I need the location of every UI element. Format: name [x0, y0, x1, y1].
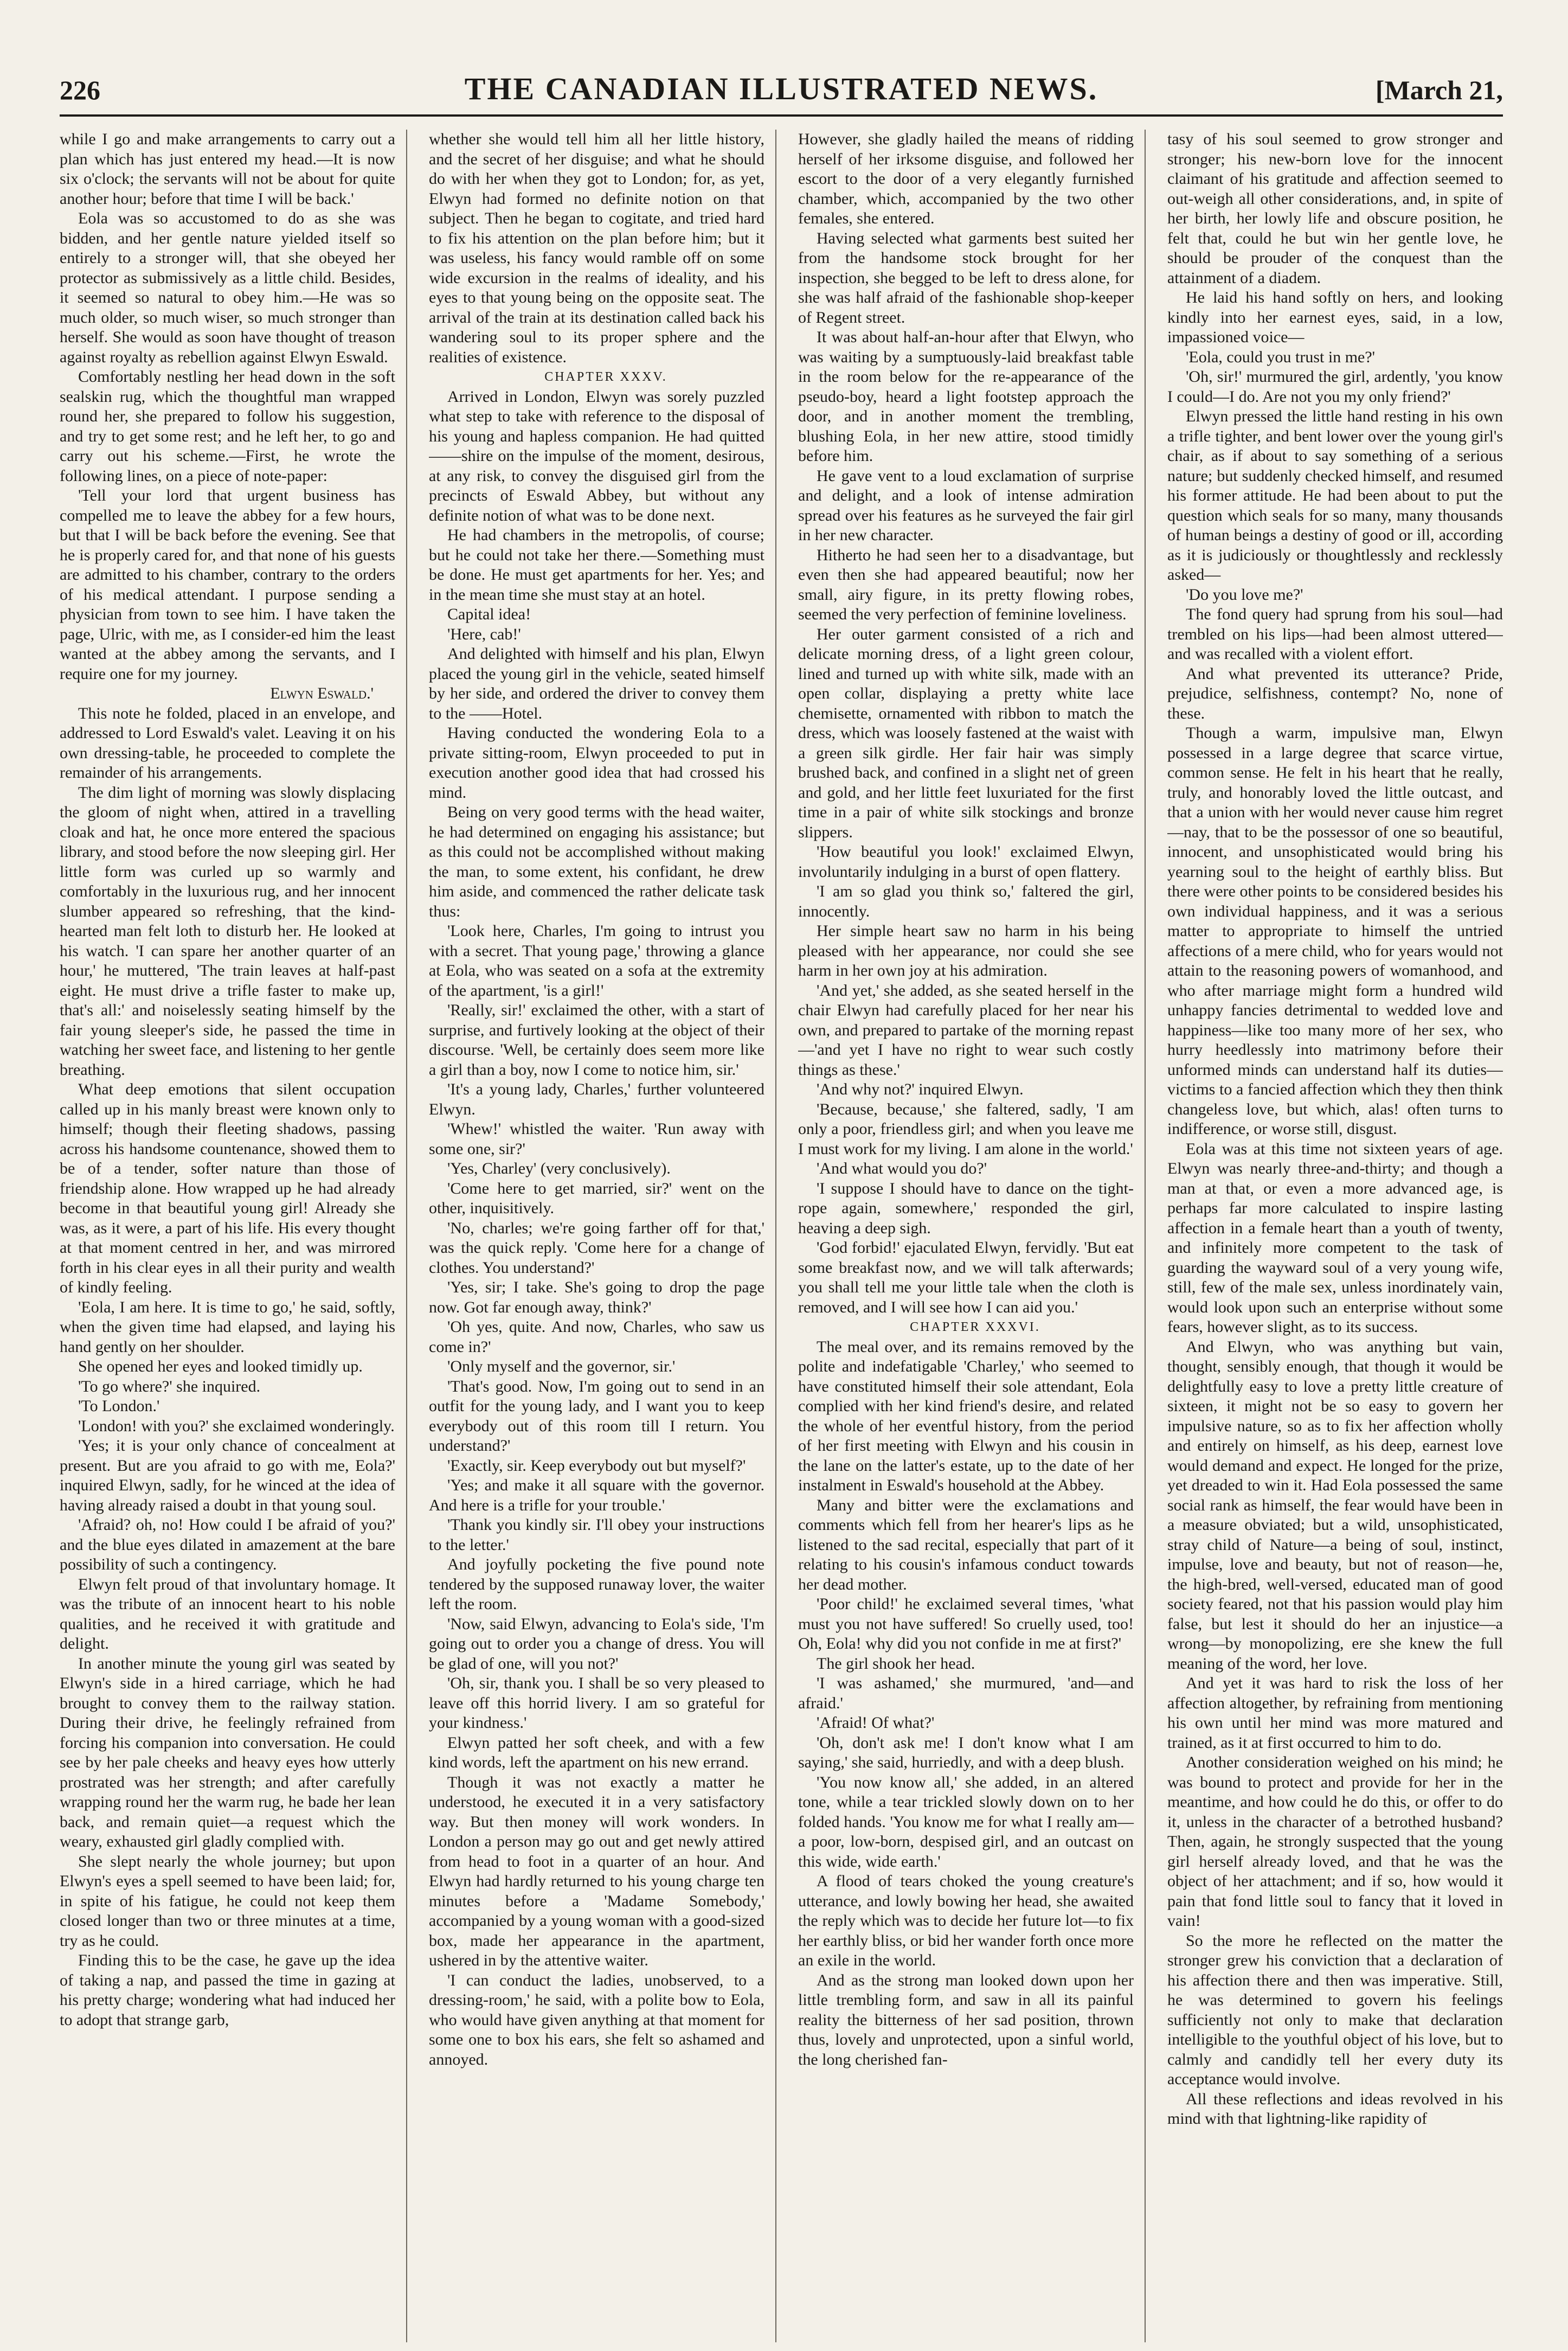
paragraph: Having selected what garments best suited her from the handsome stock brought for her inspection, she begged to be left to dress alone, for she was half afraid of the fashionable shop-keeper of Regent street.: [798, 229, 1134, 326]
paragraph: Arrived in London, Elwyn was sorely puzzled what step to take with reference to the disposal of his young and hapless companion. He had quitted ——shire on the impulse of the moment, desirous, at any risk, to convey the disguised girl from the precincts of Eswald Abbey, but without any definite notion of what was to be done next.: [429, 387, 764, 524]
paragraph: 'I was ashamed,' she murmured, 'and—and afraid.': [798, 1674, 1134, 1712]
paragraph: Finding this to be the case, he gave up the idea of taking a nap, and passed the time in gazing at his pretty charge; wondering what had induced her to adopt that strange garb,: [60, 1951, 395, 2029]
paragraph: while I go and make arrangements to carry out a plan which has just entered my head.—It is now six o'clock; the servants will not be about for quite another hour; before that time I will be back.': [60, 130, 395, 208]
paragraph: Having conducted the wondering Eola to a private sitting-room, Elwyn proceeded to put in execution another good idea that had crossed his mind.: [429, 724, 764, 802]
paragraph: 'And why not?' inquired Elwyn.: [817, 1080, 1024, 1098]
paragraph: Another consideration weighed on his mind; he was bound to protect and provide for her in the meantime, and how could he do this, or offer to do it, unless in the character of a betrothed husband? Then, again, he strongly suspected that the young girl herself already loved, and that he was the object of her attachment; and if so, how would it pain that fond little soul to fancy that it loved in vain!: [1167, 1753, 1503, 1930]
paragraph: 'Oh yes, quite. And now, Charles, who saw us come in?': [429, 1318, 764, 1356]
paragraph: He gave vent to a loud exclamation of surprise and delight, and a look of intense admiration spread over his features as he surveyed the fair girl in her new character.: [798, 466, 1134, 544]
column-4: [1167, 130, 1503, 2342]
paragraph: All these reflections and ideas revolved in his mind with that lightning-like rapidity of: [1167, 2090, 1503, 2128]
paragraph: In another minute the young girl was seated by Elwyn's side in a hired carriage, which he had brought to convey them to the railway station. During their drive, he feelingly refrained from forcing his companion into conversation. He could see by her pale cheeks and heavy eyes how utterly prostrated was her strength; and after carefully wrapping round her the warm rug, he bade her lean back, and remain quiet—a request which the weary, exhausted girl gladly complied with.: [60, 1654, 395, 1850]
paragraph: 'Eola, could you trust in me?': [1186, 348, 1376, 366]
paragraph: And as the strong man looked down upon her little trembling form, and saw in all its painful reality the bitterness of her sad position, thrown thus, lovely and unprotected, upon a sinful world, the long cherished fan-: [798, 1971, 1134, 2068]
paragraph: 'I suppose I should have to dance on the tight-rope again, somewhere,' responded the girl, heaving a deep sigh.: [798, 1179, 1134, 1237]
paragraph: The meal over, and its remains removed by the polite and indefatigable 'Charley,' who seemed to have constituted himself their sole attendant, Eola complied with her kind friend's desire, and related the whole of her eventful history, from the period of her first meeting with Elwyn and his cousin in the lane on the latter's estate, up to the date of her instalment in Eswald's household at the Abbey.: [798, 1337, 1134, 1494]
paragraph: 'I am so glad you think so,' faltered the girl, innocently.: [798, 882, 1134, 920]
paragraph: 'Thank you kindly sir. I'll obey your instructions to the letter.': [429, 1516, 764, 1554]
paragraph: And Elwyn, who was anything but vain, thought, sensibly enough, that though it would be delightfully easy to love a pretty little creature of sixteen, it might not be so easy to govern her impulsive nature, so as to fix her affection wholly and entirely on himself, as his deep, earnest love would demand and expect. He longed for the prize, yet dreaded to win it. Had Eola possessed the same social rank as himself, the fear would have been in a measure obviated; but a wild, unsophisticated, stray child of Nature—a being of soul, instinct, impulse, love and beauty, but not of reason—he, the high-bred, well-versed, educated man of good society feared, not that his passion would play him false, but lest it should do her an injustice—a wrong—by monopolizing, ere she knew the full meaning of the word, her love.: [1167, 1337, 1503, 1673]
issue-date: [March 21,: [1375, 75, 1503, 105]
paragraph: Many and bitter were the exclamations and comments which fell from her hearer's lips as he listened to the sad recital, especially that part of it relating to his cousin's infamous conduct towards her dead mother.: [798, 1496, 1134, 1593]
paragraph: 'Afraid? oh, no! How could I be afraid of you?' and the blue eyes dilated in amazement at the bare possibility of such a contingency.: [60, 1516, 395, 1573]
paragraph: 'Whew!' whistled the waiter. 'Run away with some one, sir?': [429, 1120, 764, 1158]
paragraph: 'To go where?' she inquired.: [78, 1377, 261, 1395]
paragraph: 'Oh, sir, thank you. I shall be so very pleased to leave off this horrid livery. I am so grateful for your kindness.': [429, 1674, 764, 1732]
paragraph: And joyfully pocketing the five pound note tendered by the supposed runaway lover, the waiter left the room.: [429, 1555, 764, 1613]
column-3: [798, 130, 1146, 2342]
paragraph: 'Eola, I am here. It is time to go,' he said, softly, when the given time had elapsed, and laying his hand gently on her shoulder.: [60, 1298, 395, 1356]
letter-signature: Elwyn Eswald.': [270, 684, 374, 702]
paragraph: 'How beautiful you look!' exclaimed Elwyn, involuntarily indulging in a burst of open flattery.: [798, 843, 1134, 881]
paragraph: What deep emotions that silent occupation called up in his manly breast were known only to himself; though their fleeting shadows, passing across his handsome countenance, showed them to be of a tender, softer nature than those of friendship alone. How wrapped up he had already become in that beautiful young girl! Already she was, as it were, a part of his life. His every thought at that moment centred in her, and was mirrored forth in his clear eyes in all their purity and wealth of kindly feeling.: [60, 1080, 395, 1296]
paragraph: 'And what would you do?': [817, 1160, 987, 1177]
column-2: [429, 130, 776, 2342]
paragraph: 'Poor child!' he exclaimed several times, 'what must you not have suffered! So cruelly used, too! Oh, Eola! why did you not confide in me at first?': [798, 1595, 1134, 1652]
paragraph: The girl shook her head.: [817, 1654, 975, 1673]
paragraph: The fond query had sprung from his soul—had trembled on his lips—had been almost uttered—and was recalled with a violent effort.: [1167, 605, 1503, 663]
paragraph: 'Afraid! Of what?': [817, 1714, 935, 1732]
paragraph: 'It's a young lady, Charles,' further volunteered Elwyn.: [429, 1080, 764, 1118]
paragraph: He laid his hand softly on hers, and looking kindly into her earnest eyes, said, in a low, impassioned voice—: [1167, 289, 1503, 346]
page-number: 226: [60, 75, 100, 105]
paragraph: whether she would tell him all her little history, and the secret of her disguise; and what he should do with her when they got to London; for, as yet, Elwyn had formed no definite notion on that subject. Then he began to cogitate, and tried hard to fix his attention on the plan before him; but it was useless, his fancy would ramble off on some wide excursion in the realms of ideality, and his eyes to that young being on the opposite seat. The arrival of the train at its destination called back his wandering soul to its proper sphere and the realities of existence.: [429, 130, 764, 366]
paragraph: 'Look here, Charles, I'm going to intrust you with a secret. That young page,' throwing a glance at Eola, who was seated on a sofa at the extremity of the apartment, 'is a girl!': [429, 922, 764, 1000]
paragraph: 'Tell your lord that urgent business has compelled me to leave the abbey for a few hours, but that I will be back before the evening. See that he is properly cared for, and that none of his guests are admitted to his chamber, contrary to the orders of his medical attendant. I purpose sending a physician from town to see him. I have taken the page, Ulric, with me, as I consider-ed him the least wanted at the abbey among the servants, and I require one for my journey.: [60, 486, 395, 683]
paragraph: Hitherto he had seen her to a disadvantage, but even then she had appeared beautiful; now her small, airy figure, in its pretty flowing robes, seemed the very perfection of feminine loveliness.: [798, 546, 1134, 623]
paragraph: 'Oh, sir!' murmured the girl, ardently, 'you know I could—I do. Are not you my only friend?': [1167, 368, 1503, 406]
paragraph: 'Come here to get married, sir?' went on the other, inquisitively.: [429, 1179, 764, 1217]
chapter-heading: CHAPTER XXXV.: [544, 370, 667, 384]
paragraph: This note he folded, placed in an envelope, and addressed to Lord Eswald's valet. Leaving it on his own dressing-table, he proceeded to complete the remainder of his arrangements.: [60, 704, 395, 781]
paragraph: And delighted with himself and his plan, Elwyn placed the young girl in the vehicle, seated himself by her side, and ordered the driver to convey them to the ——Hotel.: [429, 645, 764, 722]
paragraph: 'London! with you?' she exclaimed wonderingly.: [78, 1417, 395, 1435]
column-1: [60, 130, 407, 2342]
paragraph: Though a warm, impulsive man, Elwyn possessed in a large degree that scarce virtue, common sense. He felt in his heart that he really, truly, and honorably loved the little outcast, and that a union with her would never cause him regret—nay, that to be the possessor of one so beautiful, innocent, and unsophisticated would bring his yearning soul to the height of earthly bliss. But there were other points to be considered besides his own individual happiness, and it was a serious matter to appropriate to himself the untried affections of a mere child, who for years would not attain to the reasoning powers of womanhood, and who after marriage might form a hundred wild unhappy fancies detrimental to wedded love and happiness—like too many more of her sex, who hurry heedlessly into matrimony before their unformed minds can understand half its duties—victims to a fancied affection which they then think changeless love, but which, alas! often turns to indifference, or worse still, disgust.: [1167, 724, 1503, 1138]
paragraph: It was about half-an-hour after that Elwyn, who was waiting by a sumptuously-laid breakfast table in the room below for the re-appearance of the pseudo-boy, heard a light footstep approach the door, and in another moment the trembling, blushing Eola, in her new attire, stood timidly before him.: [798, 328, 1134, 465]
paragraph: 'Yes; and make it all square with the governor. And here is a trifle for your trouble.': [429, 1476, 764, 1514]
paragraph: 'Do you love me?': [1186, 585, 1303, 604]
paragraph: Capital idea!: [447, 605, 531, 623]
paragraph: 'That's good. Now, I'm going out to send in an outfit for the young lady, and I want you to keep everybody out of this room till I return. You understand?': [429, 1377, 764, 1455]
paragraph: Though it was not exactly a matter he understood, he executed it in a very satisfactory way. But then money will work wonders. In London a person may go out and get newly attired from head to foot in a quarter of an hour. And Elwyn had hardly returned to his young charge ten minutes before a 'Madame Somebody,' accompanied by a young woman with a good-sized box, made her appearance in the apartment, ushered in by the attentive waiter.: [429, 1773, 764, 1969]
paragraph: 'God forbid!' ejaculated Elwyn, fervidly. 'But eat some breakfast now, and we will talk afterwards; you shall tell me your little tale when the cloth is removed, and I will see how I can aid you.': [798, 1239, 1134, 1316]
paragraph: She opened her eyes and looked timidly up.: [78, 1357, 363, 1375]
paragraph: However, she gladly hailed the means of ridding herself of her irksome disguise, and followed her escort to the door of a very elegantly furnished chamber, which, accompanied by the two other females, she entered.: [798, 130, 1134, 227]
paragraph: 'Here, cab!': [447, 625, 521, 643]
paragraph: And yet it was hard to risk the loss of her affection altogether, by refraining from mentioning his own until her mind was more matured and trained, as it at first occurred to him to do.: [1167, 1674, 1503, 1752]
paragraph: Elwyn pressed the little hand resting in his own a trifle tighter, and bent lower over the young girl's chair, as if about to say something of a serious nature; but suddenly checked himself, and resumed his former attitude. He had been about to put the question which seals for so many, many thousands of human beings a destiny of good or ill, according as it is judiciously or thoughtlessly and recklessly asked—: [1167, 407, 1503, 584]
paragraph: Eola was at this time not sixteen years of age. Elwyn was nearly three-and-thirty; and though a man at that, or even a more advanced age, is perhaps far more calculated to inspire lasting affection in a female heart than a youth of twenty, and infinitely more competent to the task of guarding the wayward soul of a very young wife, still, few of the male sex, unless inordinately vain, would look upon such an enterprise without some fears, however slight, as to its success.: [1167, 1139, 1503, 1336]
paragraph: 'Now, said Elwyn, advancing to Eola's side, 'I'm going out to order you a change of dress. You will be glad of one, will you not?': [429, 1615, 764, 1673]
paragraph: Her simple heart saw no harm in his being pleased with her appearance, nor could she see harm in her own joy at his admiration.: [798, 922, 1134, 979]
paragraph: 'No, charles; we're going farther off for that,' was the quick reply. 'Come here for a change of clothes. You understand?': [429, 1219, 764, 1277]
paragraph: 'You now know all,' she added, in an altered tone, while a tear trickled slowly down on to her folded hands. 'You know me for what I really am—a poor, low-born, despised girl, and an outcast on this wide, wide earth.': [798, 1773, 1134, 1870]
masthead: [60, 71, 1503, 117]
paragraph: 'Really, sir!' exclaimed the other, with a start of surprise, and furtively looking at the object of their discourse. 'Well, be certainly does seem more like a girl than a boy, now I come to notice him, sir.': [429, 1001, 764, 1079]
paragraph: Elwyn felt proud of that involuntary homage. It was the tribute of an innocent heart to his noble qualities, and he received it with gratitude and delight.: [60, 1575, 395, 1652]
paragraph: 'Yes, Charley' (very conclusively).: [447, 1160, 671, 1177]
paragraph: 'Exactly, sir. Keep everybody out but myself?': [447, 1456, 746, 1475]
text-columns: [60, 130, 1503, 2342]
paragraph: 'I can conduct the ladies, unobserved, to a dressing-room,' he said, with a polite bow to Eola, who would have given anything at that moment for some one to box his ears, she felt so ashamed and annoyed.: [429, 1971, 764, 2068]
paragraph: Being on very good terms with the head waiter, he had determined on engaging his assistance; but as this could not be accomplished without making the man, to some extent, his confidant, he drew him aside, and commenced the rather delicate task thus:: [429, 803, 764, 920]
paragraph: Eola was so accustomed to do as she was bidden, and her gentle nature yielded itself so entirely to a stronger will, that she obeyed her protector as submissively as a little child. Besides, it seemed so natural to obey him.—He was so much older, so much wiser, so much stronger than herself. She would as soon have thought of treason against royalty as rebellion against Elwyn Eswald.: [60, 209, 395, 366]
paragraph: 'Only myself and the governor, sir.': [447, 1357, 676, 1375]
paragraph: 'Yes, sir; I take. She's going to drop the page now. Got far enough away, think?': [429, 1278, 764, 1316]
paragraph: She slept nearly the whole journey; but upon Elwyn's eyes a spell seemed to have been laid; for, in spite of his fatigue, he could not keep them closed longer than two or three minutes at a time, try as he could.: [60, 1852, 395, 1950]
paragraph: tasy of his soul seemed to grow stronger and stronger; his new-born love for the innocent claimant of his gratitude and affection seemed to out-weigh all other considerations, and, in spite of her birth, her lowly life and obscure position, he felt that, could he but win her gentle love, he should be prouder of the conquest than the attainment of a diadem.: [1167, 130, 1503, 287]
paragraph: Her outer garment consisted of a rich and delicate morning dress, of a light green colour, lined and turned up with white silk, made with an open collar, displaying a pretty white lace chemisette, ornamented with ribbon to match the dress, which was loosely fastened at the waist with a green silk girdle. Her fair hair was simply brushed back, and confined in a slight net of green and gold, and her little feet luxuriated for the first time in a pair of white silk stockings and bronze slippers.: [798, 625, 1134, 841]
paragraph: 'Because, because,' she faltered, sadly, 'I am only a poor, friendless girl; and when you leave me I must work for my living. I am alone in the world.': [798, 1100, 1134, 1158]
paragraph: And what prevented its utterance? Pride, prejudice, selfishness, contempt? No, none of these.: [1167, 664, 1503, 722]
paragraph: He had chambers in the metropolis, of course; but he could not take her there.—Something must be done. He must get apartments for her. Yes; and in the mean time she must stay at an hotel.: [429, 526, 764, 604]
paragraph: Comfortably nestling her head down in the soft sealskin rug, which the thoughtful man wrapped round her, she prepared to follow his suggestion, and try to get some rest; and he left her, to go and carry out his scheme.—First, he wrote the following lines, on a piece of note-paper:: [60, 368, 395, 485]
newspaper-title: THE CANADIAN ILLUSTRATED NEWS.: [464, 71, 1098, 106]
paragraph: Elwyn patted her soft cheek, and with a few kind words, left the apartment on his new errand.: [429, 1733, 764, 1771]
paragraph: 'To London.': [78, 1397, 160, 1415]
chapter-heading: CHAPTER XXXVI.: [910, 1320, 1040, 1334]
paragraph: 'And yet,' she added, as she seated herself in the chair Elwyn had carefully placed for her near his own, and prepared to partake of the morning repast—'and yet I have no right to wear such costly things as these.': [798, 981, 1134, 1079]
paragraph: The dim light of morning was slowly displacing the gloom of night when, attired in a travelling cloak and hat, he once more entered the spacious library, and stood before the now sleeping girl. Her little form was curled up so warmly and comfortably in the luxurious rug, and her innocent slumber appeared so refreshing, that the kind-hearted man felt loth to disturb her. He looked at his watch. 'I can spare her another quarter of an hour,' he muttered, 'The train leaves at half-past eight. He must drive a trifle faster to make up, that's all:' and noiselessly seating himself by the fair young sleeper's side, he passed the time in watching her sweet face, and listening to her gentle breathing.: [60, 783, 395, 1079]
paragraph: 'Yes; it is your only chance of concealment at present. But are you afraid to go with me, Eola?' inquired Elwyn, sadly, for he winced at the idea of having already raised a doubt in that young soul.: [60, 1437, 395, 1514]
paragraph: A flood of tears choked the young creature's utterance, and lowly bowing her head, she awaited the reply which was to decide her future lot—to fix her earthly bliss, or bid her wander forth once more an exile in the world.: [798, 1872, 1134, 1969]
paragraph: So the more he reflected on the matter the stronger grew his conviction that a declaration of his affection there and then was imperative. Still, he was determined to govern his feelings sufficiently not only to make that declaration intelligible to the youthful object of his love, but to calmly and candidly tell her every duty its acceptance would involve.: [1167, 1931, 1503, 2088]
paragraph: 'Oh, don't ask me! I don't know what I am saying,' she said, hurriedly, and with a deep blush.: [798, 1733, 1134, 1771]
